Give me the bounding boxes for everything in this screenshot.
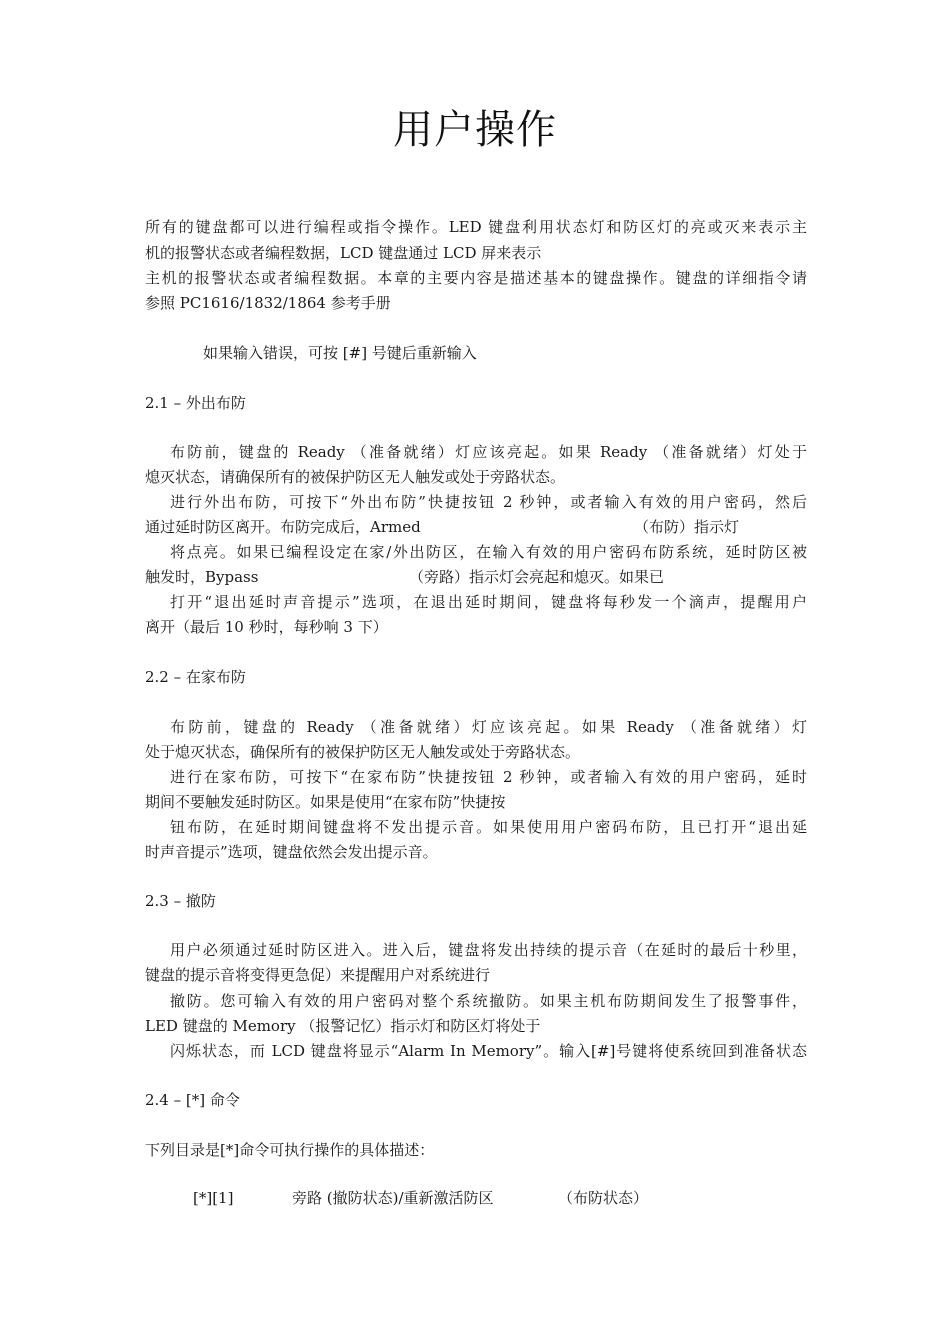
- s22-line-4: 期间不要触发延时防区。如果是使用“在家布防”快捷按: [145, 793, 506, 811]
- s21-line-1: 布防前，键盘的 Ready （准备就绪）灯应该亮起。如果 Ready （准备就绪）灯处于: [170, 443, 807, 461]
- section-heading-2-4: 2.4 – [*] 命令: [145, 1091, 240, 1109]
- s21-line-4b: （布防）指示灯: [634, 518, 740, 536]
- s22-line-6: 时声音提示”选项，键盘依然会发出提示音。: [145, 843, 438, 861]
- s21-line-6a: 触发时，Bypass: [145, 568, 259, 586]
- command-description: 旁路 (撤防状态)/重新激活防区: [292, 1189, 494, 1207]
- intro-line-4: 参照 PC1616/1832/1864 参考手册: [145, 294, 391, 312]
- s22-line-5: 钮布防，在延时期间键盘将不发出提示音。如果使用用户密码布防，且已打开“退出延: [170, 818, 807, 836]
- intro-line-2: 机的报警状态或者编程数据，LCD 键盘通过 LCD 屏来表示: [145, 244, 542, 262]
- section-heading-2-2: 2.2 – 在家布防: [145, 668, 246, 686]
- input-error-note: 如果输入错误，可按 [#] 号键后重新输入: [203, 344, 477, 362]
- s21-line-2: 熄灭状态，请确保所有的被保护防区无人触发或处于旁路状态。: [145, 468, 566, 486]
- s22-line-2: 处于熄灭状态，确保所有的被保护防区无人触发或处于旁路状态。: [145, 743, 581, 761]
- s21-line-6b: （旁路）指示灯会亮起和熄灭。如果已: [409, 568, 665, 586]
- s23-line-4: LED 键盘的 Memory （报警记忆）指示灯和防区灯将处于: [145, 1017, 541, 1035]
- s21-line-7: 打开“退出延时声音提示”选项，在退出延时期间，键盘将每秒发一个滴声，提醒用户: [170, 593, 807, 611]
- command-state: （布防状态）: [558, 1189, 649, 1207]
- intro-line-1: 所有的键盘都可以进行编程或指令操作。LED 键盘利用状态灯和防区灯的亮或灭来表示主: [145, 218, 807, 236]
- section-heading-2-3: 2.3 – 撤防: [145, 892, 216, 910]
- s21-line-3: 进行外出布防，可按下“外出布防”快捷按钮 2 秒钟，或者输入有效的用户密码，然后: [170, 493, 807, 511]
- s22-line-3: 进行在家布防，可按下“在家布防”快捷按钮 2 秒钟，或者输入有效的用户密码，延时: [170, 768, 807, 786]
- s22-line-1: 布防前，键盘的 Ready （准备就绪）灯应该亮起。如果 Ready （准备就绪）灯: [170, 718, 807, 736]
- s23-line-2: 键盘的提示音将变得更急促）来提醒用户对系统进行: [145, 966, 491, 984]
- s21-line-4a: 通过延时防区离开。布防完成后，Armed: [145, 518, 421, 536]
- section-heading-2-1: 2.1 – 外出布防: [145, 394, 246, 412]
- intro-line-3: 主机的报警状态或者编程数据。本章的主要内容是描述基本的键盘操作。键盘的详细指令请: [145, 269, 807, 287]
- s23-line-1: 用户必须通过延时防区进入。进入后，键盘将发出持续的提示音（在延时的最后十秒里，: [170, 941, 807, 959]
- s24-line-1: 下列目录是[*]命令可执行操作的具体描述：: [145, 1141, 435, 1159]
- s23-line-3: 撤防。您可输入有效的用户密码对整个系统撤防。如果主机布防期间发生了报警事件，: [170, 992, 807, 1010]
- s21-line-5: 将点亮。如果已编程设定在家/外出防区，在输入有效的用户密码布防系统，延时防区被: [170, 543, 807, 561]
- s23-line-5: 闪烁状态，而 LCD 键盘将显示“Alarm In Memory”。输入[#]号键将使系统回到准备状态: [170, 1042, 807, 1060]
- s21-line-8: 离开（最后 10 秒时，每秒响 3 下）: [145, 618, 388, 636]
- page-title: 用户操作: [393, 107, 557, 153]
- command-key: [*][1]: [193, 1189, 234, 1207]
